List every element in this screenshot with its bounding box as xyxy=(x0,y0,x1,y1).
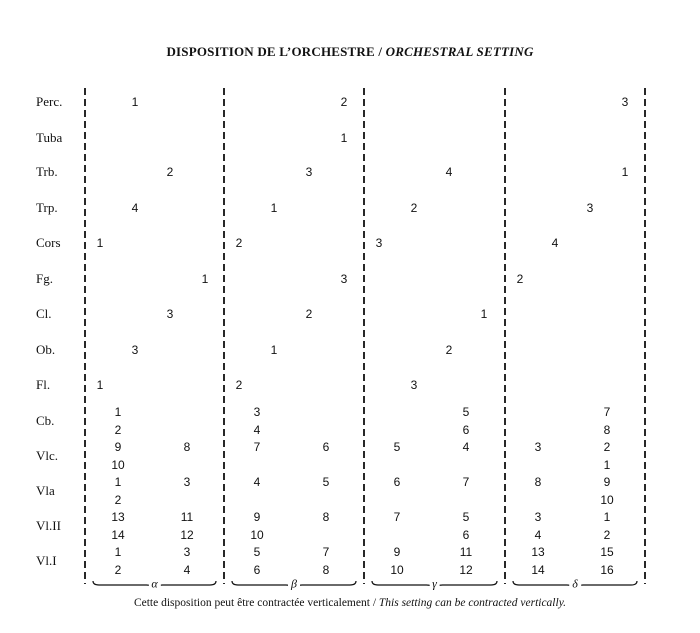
placement-vl2-beta-62: 8 xyxy=(322,510,330,524)
instrument-label-cl: Cl. xyxy=(36,306,52,321)
placement-vla-alpha-47: 2 xyxy=(114,493,122,507)
instrument-label-ob: Ob. xyxy=(36,342,56,357)
placement-vl1-delta-85: 16 xyxy=(600,563,614,577)
placement-vl2-alpha-57: 14 xyxy=(111,528,125,542)
placement-vlc-alpha-36: 9 xyxy=(114,440,122,454)
placement-vl2-delta-68: 1 xyxy=(603,510,611,524)
placement-vla-beta-49: 4 xyxy=(253,475,261,489)
placement-vl1-delta-84: 15 xyxy=(600,545,614,559)
placement-vl1-beta-74: 5 xyxy=(253,545,261,559)
placement-vl2-alpha-59: 12 xyxy=(180,528,194,542)
instrument-label-fl: Fl. xyxy=(36,377,51,392)
instrument-label-cb: Cb. xyxy=(36,413,55,428)
instrument-label-vla: Vla xyxy=(36,483,55,498)
placement-trb-alpha-4: 2 xyxy=(166,165,174,179)
placement-vlc-delta-44: 2 xyxy=(603,440,611,454)
placement-vlc-delta-45: 1 xyxy=(603,458,611,472)
placement-vl2-beta-60: 9 xyxy=(253,510,261,524)
placement-vlc-beta-40: 6 xyxy=(322,440,330,454)
instrument-label-cors: Cors xyxy=(36,235,61,250)
placement-vl1-gamma-78: 9 xyxy=(393,545,401,559)
placement-cb-gamma-32: 5 xyxy=(462,405,470,419)
instrument-label-trb: Trb. xyxy=(36,164,58,179)
placement-trb-delta-7: 1 xyxy=(621,165,629,179)
placement-vl2-delta-69: 2 xyxy=(603,528,611,542)
placement-ob-beta-23: 1 xyxy=(270,343,278,357)
footer-separator: / xyxy=(369,597,379,609)
placement-vlc-delta-43: 3 xyxy=(534,440,542,454)
placement-fg-alpha-16: 1 xyxy=(201,272,209,286)
placement-vl1-alpha-72: 3 xyxy=(183,545,191,559)
placement-trb-beta-5: 3 xyxy=(305,165,313,179)
placement-vl2-gamma-63: 7 xyxy=(393,510,401,524)
placement-vlc-gamma-41: 5 xyxy=(393,440,401,454)
instrument-label-vl1: Vl.I xyxy=(36,553,57,568)
title-english: ORCHESTRAL SETTING xyxy=(385,44,534,59)
placement-cl-alpha-19: 3 xyxy=(166,307,174,321)
placement-vl2-alpha-56: 13 xyxy=(111,510,125,524)
placement-vla-delta-54: 9 xyxy=(603,475,611,489)
placement-vl2-gamma-65: 6 xyxy=(462,528,470,542)
placement-fl-alpha-25: 1 xyxy=(96,378,104,392)
instrument-label-tuba: Tuba xyxy=(36,130,63,145)
placement-vl1-beta-75: 6 xyxy=(253,563,261,577)
placement-vlc-gamma-42: 4 xyxy=(462,440,470,454)
placement-fl-beta-26: 2 xyxy=(235,378,243,392)
group-label-gamma: γ xyxy=(429,577,440,592)
instrument-label-trp: Trp. xyxy=(36,200,58,215)
placement-trp-delta-11: 3 xyxy=(586,201,594,215)
instrument-label-vlc: Vlc. xyxy=(36,448,59,463)
placement-cors-alpha-12: 1 xyxy=(96,236,104,250)
placement-vla-delta-53: 8 xyxy=(534,475,542,489)
placement-vla-delta-55: 10 xyxy=(600,493,614,507)
placement-perc-beta-1: 2 xyxy=(340,95,348,109)
placement-cb-delta-35: 8 xyxy=(603,423,611,437)
placement-vl1-gamma-80: 11 xyxy=(459,545,473,559)
instrument-label-vl2: Vl.II xyxy=(36,518,61,533)
group-label-delta: δ xyxy=(569,577,581,592)
placement-cl-beta-20: 2 xyxy=(305,307,313,321)
footer-french: Cette disposition peut être contractée verticalement xyxy=(133,597,370,609)
placement-vl1-alpha-73: 4 xyxy=(183,563,191,577)
placement-perc-delta-2: 3 xyxy=(621,95,629,109)
placement-cors-gamma-14: 3 xyxy=(375,236,383,250)
placement-vla-alpha-46: 1 xyxy=(114,475,122,489)
instrument-label-perc: Perc. xyxy=(36,94,63,109)
placement-cb-alpha-28: 1 xyxy=(114,405,122,419)
placement-vlc-alpha-37: 10 xyxy=(111,458,125,472)
placement-trb-gamma-6: 4 xyxy=(445,165,453,179)
placement-vl1-beta-77: 8 xyxy=(322,563,330,577)
group-label-alpha: α xyxy=(148,577,160,592)
placement-cb-delta-34: 7 xyxy=(603,405,611,419)
placement-vlc-beta-39: 7 xyxy=(253,440,261,454)
placement-cb-alpha-29: 2 xyxy=(114,423,122,437)
placement-vl2-beta-61: 10 xyxy=(250,528,264,542)
placement-tuba-beta-3: 1 xyxy=(340,131,348,145)
placement-ob-gamma-24: 2 xyxy=(445,343,453,357)
placement-vla-beta-50: 5 xyxy=(322,475,330,489)
instrument-label-fg: Fg. xyxy=(36,271,53,286)
placement-vl2-alpha-58: 11 xyxy=(180,510,194,524)
placement-perc-alpha-0: 1 xyxy=(131,95,139,109)
placement-vla-gamma-51: 6 xyxy=(393,475,401,489)
placement-ob-alpha-22: 3 xyxy=(131,343,139,357)
footer-note xyxy=(0,597,700,609)
placement-fl-gamma-27: 3 xyxy=(410,378,418,392)
placement-vlc-alpha-38: 8 xyxy=(183,440,191,454)
placement-trp-alpha-8: 4 xyxy=(131,201,139,215)
placement-vl1-gamma-81: 12 xyxy=(459,563,473,577)
placement-vl2-delta-66: 3 xyxy=(534,510,542,524)
placement-vl1-alpha-70: 1 xyxy=(114,545,122,559)
title-french: DISPOSITION DE L’ORCHESTRE xyxy=(166,44,375,59)
placement-cb-beta-31: 4 xyxy=(253,423,261,437)
placement-fg-beta-17: 3 xyxy=(340,272,348,286)
placement-cl-gamma-21: 1 xyxy=(480,307,488,321)
placement-cb-gamma-33: 6 xyxy=(462,423,470,437)
placement-fg-delta-18: 2 xyxy=(516,272,524,286)
placement-vl1-gamma-79: 10 xyxy=(390,563,404,577)
placement-cors-delta-15: 4 xyxy=(551,236,559,250)
group-label-beta: β xyxy=(288,577,300,592)
title-separator: / xyxy=(374,44,386,59)
placement-vl1-delta-83: 14 xyxy=(531,563,545,577)
placement-vl2-delta-67: 4 xyxy=(534,528,542,542)
placement-vl1-alpha-71: 2 xyxy=(114,563,122,577)
placement-vla-gamma-52: 7 xyxy=(462,475,470,489)
placement-trp-gamma-10: 2 xyxy=(410,201,418,215)
placement-vl1-delta-82: 13 xyxy=(531,545,545,559)
placement-vl2-gamma-64: 5 xyxy=(462,510,470,524)
placement-cors-beta-13: 2 xyxy=(235,236,243,250)
placement-trp-beta-9: 1 xyxy=(270,201,278,215)
placement-vl1-beta-76: 7 xyxy=(322,545,330,559)
footer-english: This setting can be contracted vertically. xyxy=(378,597,567,609)
placement-vla-alpha-48: 3 xyxy=(183,475,191,489)
placement-cb-beta-30: 3 xyxy=(253,405,261,419)
